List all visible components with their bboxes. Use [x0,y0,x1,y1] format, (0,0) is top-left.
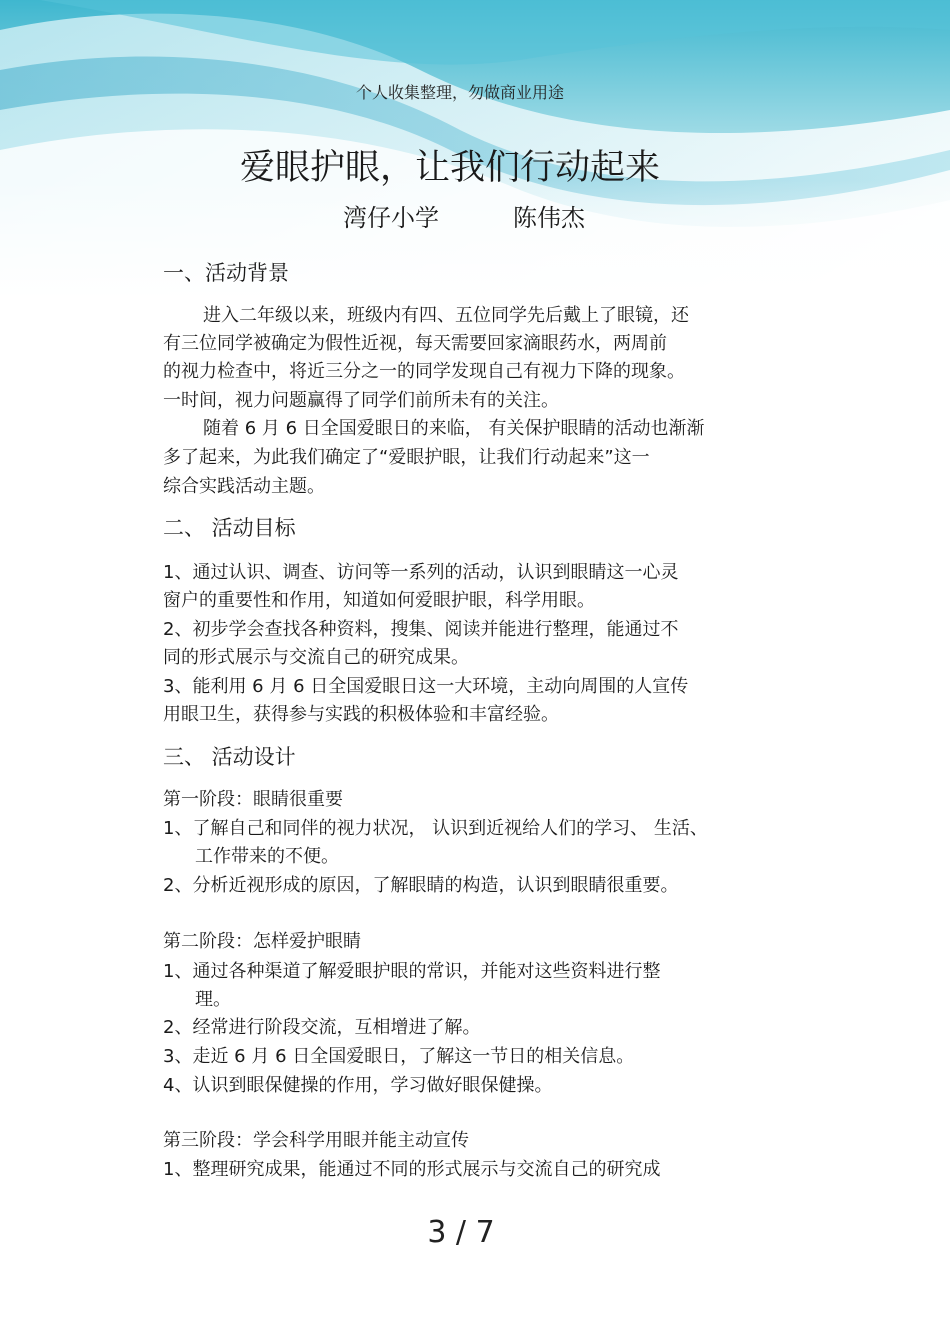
stage-item: 3、走近 6 月 6 日全国爱眼日，了解这一节日的相关信息。 [163,1046,635,1067]
document-title: 爱眼护眼，让我们行动起来 [239,148,660,188]
stage-title: 第二阶段：怎样爱护眼睛 [163,931,361,952]
stage-item: 1、整理研究成果，能通过不同的形式展示与交流自己的研究成 [163,1159,661,1180]
stage-item: 理。 [195,989,231,1010]
goal-line: 用眼卫生，获得参与实践的积极体验和丰富经验。 [163,704,559,725]
stage-item: 2、经常进行阶段交流，互相增进了解。 [163,1017,481,1038]
stage-item: 1、通过各种渠道了解爱眼护眼的常识，并能对这些资料进行整 [163,961,661,982]
stage-item: 4、认识到眼保健操的作用，学习做好眼保健操。 [163,1075,553,1096]
section-heading-goals: 二、 活动目标 [163,516,296,540]
stage-item: 2、分析近视形成的原因，了解眼睛的构造，认识到眼睛很重要。 [163,875,679,896]
section-heading-design: 三、 活动设计 [163,745,296,769]
goal-line: 2、初步学会查找各种资料，搜集、阅读并能进行整理，能通过不 [163,619,679,640]
paragraph-line: 进入二年级以来，班级内有四、五位同学先后戴上了眼镜，还 [203,305,689,326]
byline [343,198,585,233]
paragraph-line: 的视力检查中，将近三分之一的同学发现自己有视力下降的现象。 [163,361,685,382]
goal-line: 窗户的重要性和作用，知道如何爱眼护眼，科学用眼。 [163,590,595,611]
paragraph-line: 多了起来，为此我们确定了“爱眼护眼，让我们行动起来”这一 [163,447,650,468]
paragraph-line: 有三位同学被确定为假性近视，每天需要回家滴眼药水，两周前 [163,333,667,354]
stage-item: 1、了解自己和同伴的视力状况， 认识到近视给人们的学习、 生活、 [163,818,708,839]
goal-line: 同的形式展示与交流自己的研究成果。 [163,647,469,668]
paragraph-line: 随着 6 月 6 日全国爱眼日的来临， 有关保护眼睛的活动也渐渐 [203,418,705,439]
author-name: 陈伟杰 [513,204,585,232]
stage-title: 第三阶段：学会科学用眼并能主动宣传 [163,1130,469,1151]
page-number: 3 / 7 [427,1215,495,1250]
stage-item: 工作带来的不便。 [195,846,339,867]
goal-line: 3、能利用 6 月 6 日全国爱眼日这一大环境，主动向周围的人宣传 [163,676,689,697]
section-heading-background: 一、活动背景 [163,261,289,285]
header-disclaimer: 个人收集整理，勿做商业用途 [355,83,564,102]
stage-title: 第一阶段：眼睛很重要 [163,789,343,810]
goal-line: 1、通过认识、调查、访问等一系列的活动，认识到眼睛这一心灵 [163,562,679,583]
paragraph-line: 一时间，视力问题赢得了同学们前所未有的关注。 [163,390,559,411]
paragraph-line: 综合实践活动主题。 [163,476,325,497]
school-name: 湾仔小学 [343,204,439,232]
